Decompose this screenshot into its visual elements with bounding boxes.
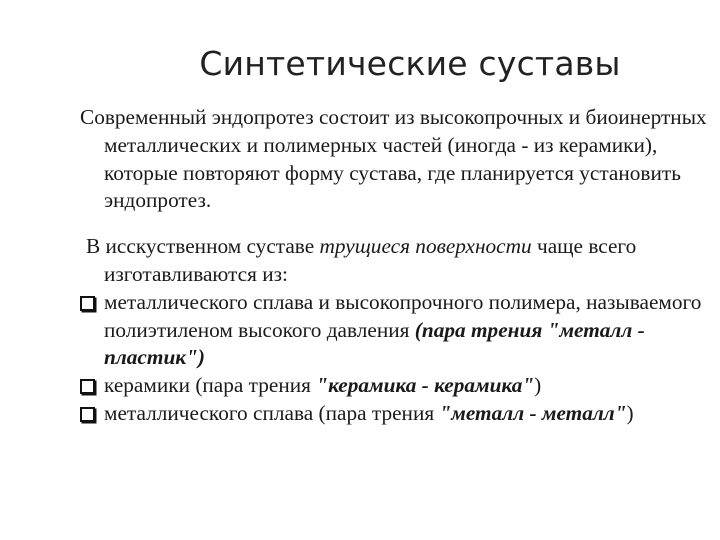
bullet-pair-open: (пара трения: [195, 373, 317, 398]
paragraph-friction-surfaces: [80, 233, 716, 289]
bullet-pair-quoted: "металл - металл": [439, 400, 627, 425]
bullet-text: керамики: [104, 373, 196, 398]
paragraph-tail: чаще всего изготавливаются из:: [104, 234, 637, 286]
bullet-pair-quoted: "керамика - керамика": [316, 373, 535, 398]
bullet-text: металлического сплава: [104, 400, 319, 425]
friction-surfaces-emphasis: трущиеся поверхности: [319, 234, 532, 259]
slide-title: Синтетические суставы: [199, 44, 621, 84]
bullet-pair-open: (пара трения: [318, 400, 440, 425]
checkbox-bullet-icon: [80, 296, 95, 311]
list-item: [80, 400, 716, 428]
paragraph-lead: В исскуственном суставе: [86, 234, 320, 259]
bullet-text: металлического сплава и высокопрочного полимера, называемого полиэтиленом высокого давления: [104, 289, 702, 342]
checkbox-bullet-icon: [80, 379, 95, 394]
list-item: [80, 372, 716, 400]
slide-body: [80, 104, 716, 428]
bullet-pair-close: ): [534, 373, 542, 398]
bullet-pair-quoted: "металл - пластик"): [104, 317, 645, 370]
paragraph-endoprosthesis: Современный эндопротез состоит из высокопрочных и биоинертных металлических и полимерных частей (иногда - из керамики), которые повторяют форму сустава, где планируется установить эндопротез.: [80, 105, 707, 213]
checkbox-bullet-icon: [80, 407, 95, 422]
materials-list: [80, 289, 716, 428]
bullet-pair-open: (пара трения: [414, 317, 548, 342]
bullet-pair-close: ): [626, 400, 634, 425]
list-item: [80, 289, 716, 372]
